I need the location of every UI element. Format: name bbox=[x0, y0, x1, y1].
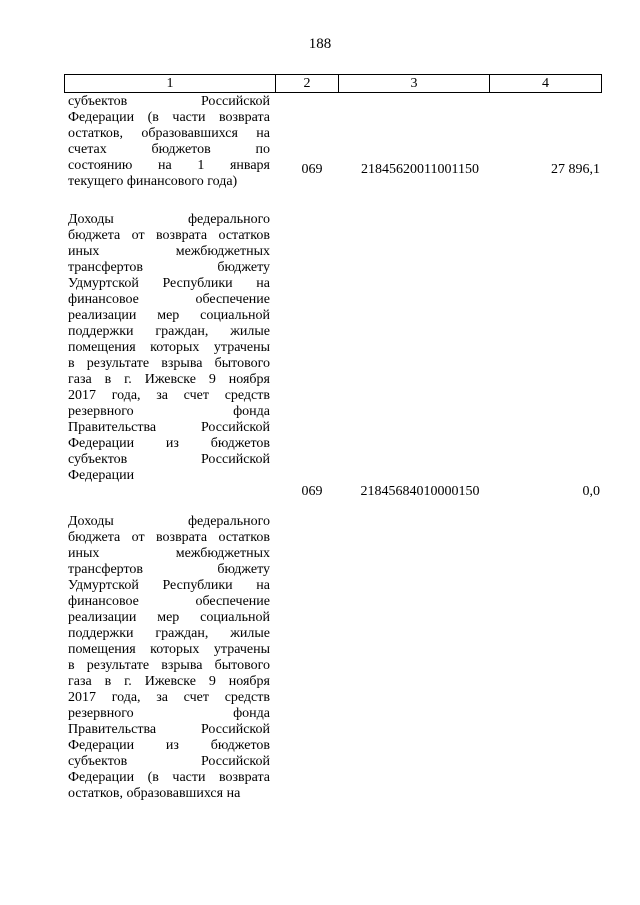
table-header bbox=[64, 74, 602, 93]
description-line: поддержки граждан, жилые bbox=[68, 324, 270, 339]
row-description bbox=[68, 94, 270, 190]
description-line: реализации мер социальной bbox=[68, 308, 270, 323]
description-line: текущего финансового года) bbox=[68, 174, 238, 189]
revenue-code: 21845684010000150 bbox=[360, 484, 480, 499]
description-line: Правительства Российской bbox=[68, 722, 270, 737]
description-line: остатков, образовавшихся на bbox=[68, 786, 241, 801]
description-line: Федерации из бюджетов bbox=[68, 738, 270, 753]
description-line: Правительства Российской bbox=[68, 420, 270, 435]
description-line: остатков, образовавшихся на bbox=[68, 126, 270, 141]
description-line: Федерации из бюджетов bbox=[68, 436, 270, 451]
admin-code: 069 bbox=[301, 484, 323, 499]
description-line: субъектов Российской bbox=[68, 94, 270, 109]
description-line: в результате взрыва бытового bbox=[68, 658, 270, 673]
description-line: Федерации (в части возврата bbox=[68, 110, 270, 125]
description-line: Удмуртской Республики на bbox=[68, 578, 270, 593]
amount: 0,0 bbox=[582, 484, 600, 499]
description-line: 2017 года, за счет средств bbox=[68, 690, 270, 705]
description-line: трансфертов бюджету bbox=[68, 562, 270, 577]
admin-code: 069 bbox=[301, 162, 323, 177]
page-number: 188 bbox=[308, 36, 332, 52]
description-line: Федерации (в части возврата bbox=[68, 770, 270, 785]
description-line: газа в г. Ижевске 9 ноября bbox=[68, 372, 270, 387]
description-line: Доходы федерального bbox=[68, 514, 270, 529]
description-line: в результате взрыва бытового bbox=[68, 356, 270, 371]
description-line: резервного фонда bbox=[68, 706, 270, 721]
amount: 27 896,1 bbox=[551, 162, 600, 177]
description-line: резервного фонда bbox=[68, 404, 270, 419]
description-line: иных межбюджетных bbox=[68, 546, 270, 561]
description-line: Удмуртской Республики на bbox=[68, 276, 270, 291]
description-line: бюджета от возврата остатков bbox=[68, 228, 270, 243]
description-line: 2017 года, за счет средств bbox=[68, 388, 270, 403]
description-line: иных межбюджетных bbox=[68, 244, 270, 259]
description-line: помещения которых утрачены bbox=[68, 642, 270, 657]
revenue-code: 21845620011001150 bbox=[361, 162, 479, 177]
description-line: финансовое обеспечение bbox=[68, 292, 270, 307]
header-col-4: 4 bbox=[490, 75, 602, 93]
description-line: бюджета от возврата остатков bbox=[68, 530, 270, 545]
description-line: Федерации bbox=[68, 468, 135, 483]
description-line: помещения которых утрачены bbox=[68, 340, 270, 355]
description-line: реализации мер социальной bbox=[68, 610, 270, 625]
header-col-2: 2 bbox=[276, 75, 339, 93]
description-line: газа в г. Ижевске 9 ноября bbox=[68, 674, 270, 689]
row-description bbox=[68, 212, 270, 484]
description-line: Доходы федерального bbox=[68, 212, 270, 227]
header-col-1: 1 bbox=[65, 75, 276, 93]
description-line: состоянию на 1 января bbox=[68, 158, 270, 173]
description-line: финансовое обеспечение bbox=[68, 594, 270, 609]
description-line: трансфертов бюджету bbox=[68, 260, 270, 275]
description-line: поддержки граждан, жилые bbox=[68, 626, 270, 641]
row-description bbox=[68, 514, 270, 802]
description-line: счетах бюджетов по bbox=[68, 142, 270, 157]
description-line: субъектов Российской bbox=[68, 452, 270, 467]
description-line: субъектов Российской bbox=[68, 754, 270, 769]
header-col-3: 3 bbox=[339, 75, 490, 93]
